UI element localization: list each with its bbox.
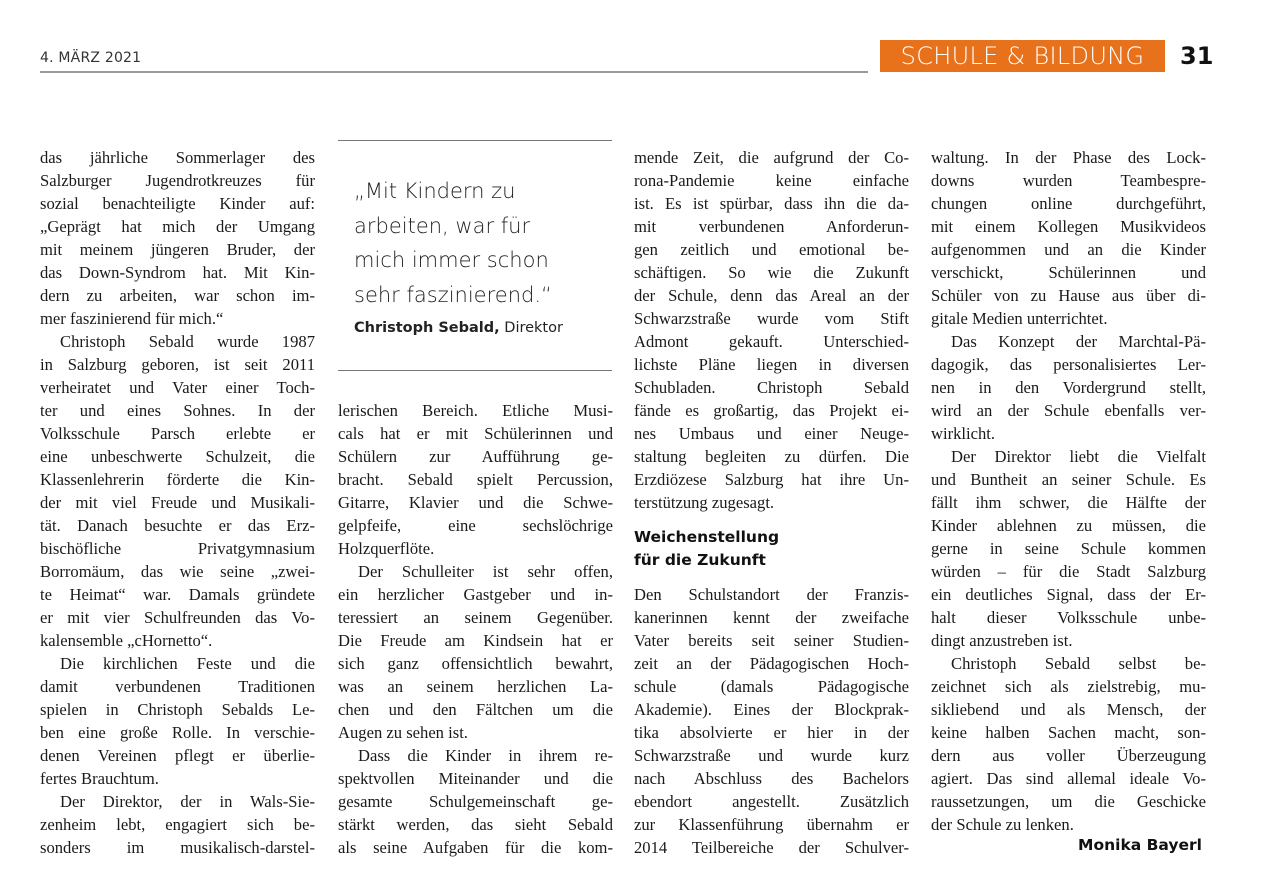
text-line: aufgenommen und an die Kinder (931, 240, 1206, 259)
text-line: Akademie). Eines der Blockprak- (634, 700, 909, 719)
text-line: tät. Danach besuchte er das Erz- (40, 516, 315, 535)
text-line: keine halben Sachen macht, son- (931, 723, 1206, 742)
quote-name: Christoph Sebald, (354, 320, 500, 336)
text-line: te Heimat“ war. Damals gründete (40, 585, 315, 604)
paragraph (634, 146, 909, 514)
text-line: Christoph Sebald selbst be- (951, 654, 1206, 673)
text-line: sich ganz offensichtlich bewahrt, (338, 654, 613, 673)
text-line: Gitarre, Klavier und die Schwe- (338, 493, 613, 512)
text-line: eine unbeschwerte Schulzeit, die (40, 447, 315, 466)
paragraph (931, 330, 1206, 445)
section-label: SCHULE & BILDUNG (880, 40, 1165, 72)
text-line: lichste Pläne liegen in diversen (634, 355, 909, 374)
text-line: Die kirchlichen Feste und die (60, 654, 315, 673)
subheading-line: für die Zukunft (634, 551, 766, 569)
paragraph (931, 445, 1206, 652)
text-line: terstützung zugesagt. (634, 493, 775, 512)
subheading (634, 526, 779, 572)
text-line: 2014 Teilbereiche der Schulver- (634, 838, 909, 857)
text-line: cals hat er mit Schülerinnen und (338, 424, 613, 443)
text-line: dern zu arbeiten, war schon im- (40, 286, 315, 305)
text-line: halt dieser Volksschule unbe- (931, 608, 1206, 627)
quote-role: Direktor (504, 320, 563, 336)
text-line: er mit vier Schulfreunden das Vo- (40, 608, 315, 627)
text-line: Augen zu sehen ist. (338, 723, 468, 742)
text-line: würden – für die Stadt Salzburg (931, 562, 1206, 581)
text-line: zeit an der Pädagogischen Hoch- (634, 654, 909, 673)
text-line: ebendort angestellt. Zusätzlich (634, 792, 909, 811)
text-line: tika absolvierte er hier in der (634, 723, 909, 742)
text-line: das Down-Syndrom hat. Mit Kin- (40, 263, 315, 282)
text-line: Das Konzept der Marchtal-Pä- (951, 332, 1206, 351)
text-line: mit einem Kollegen Musikvideos (931, 217, 1206, 236)
text-line: in Salzburg geboren, ist seit 2011 (40, 355, 315, 374)
text-line: kalensemble „cHornetto“. (40, 631, 213, 650)
text-line: spektvollen Miteinander und die (338, 769, 613, 788)
author-byline: Monika Bayerl (1078, 836, 1202, 854)
paragraph (40, 652, 315, 790)
text-line: teressiert an seinem Gegenüber. (338, 608, 613, 627)
text-line: Klassenlehrerin förderte die Kin- (40, 470, 315, 489)
text-line: chungen online durchgeführt, (931, 194, 1206, 213)
text-line: raussetzungen, um die Geschicke (931, 792, 1206, 811)
text-line: mer faszinierend für mich.“ (40, 309, 224, 328)
text-line: bischöfliche Privatgymnasium (40, 539, 315, 558)
text-line: damit verbundenen Traditionen (40, 677, 315, 696)
text-line: Schülern zur Aufführung ge- (338, 447, 613, 466)
text-line: Erzdiözese Salzburg hat ihre Un- (634, 470, 909, 489)
text-line: ein herzlicher Gastgeber und in- (338, 585, 613, 604)
text-line: was an seinem herzlichen La- (338, 677, 613, 696)
text-line: dingt anzustreben ist. (931, 631, 1073, 650)
paragraph (338, 399, 613, 560)
issue-date: 4. MÄRZ 2021 (40, 50, 142, 66)
text-line: nes Umbaus und einer Neuge- (634, 424, 909, 443)
text-line: der Schule zu lenken. (931, 815, 1074, 834)
text-line: ist. Es ist spürbar, dass ihn die da- (634, 194, 909, 213)
text-line: dagogik, das personalisiertes Ler- (931, 355, 1206, 374)
text-line: dern aus voller Überzeugung (931, 746, 1206, 765)
text-line: staltung begleiten zu dürfen. Die (634, 447, 909, 466)
paragraph (40, 790, 315, 859)
text-line: spielen in Christoph Sebalds Le- (40, 700, 315, 719)
text-line: das jährliche Sommerlager des (40, 148, 315, 167)
text-line: sonders im musikalisch-darstel- (40, 838, 315, 857)
pull-quote-line: arbeiten, war für (354, 213, 531, 238)
text-line: denen Vereinen pflegt er überlie- (40, 746, 315, 765)
text-line: sozial benachteiligte Kinder auf: (40, 194, 315, 213)
pull-quote-line: mich immer schon (354, 248, 549, 272)
text-line: sikliebend und als Mensch, der (931, 700, 1206, 719)
page-number: 31 (1180, 42, 1214, 70)
paragraph (931, 652, 1206, 836)
text-line: Borromäum, das wie seine „zwei- (40, 562, 315, 581)
text-line: fände es großartig, das Projekt ei- (634, 401, 909, 420)
quote-rule-bottom (338, 370, 612, 371)
text-line: zenheim lebt, engagiert sich be- (40, 815, 315, 834)
text-line: nen in den Vordergrund stellt, (931, 378, 1206, 397)
text-line: kanerinnen kennt der zweifache (634, 608, 909, 627)
text-line: wirklicht. (931, 424, 996, 443)
text-line: gen zeitlich und emotional be- (634, 240, 909, 259)
paragraph (338, 744, 613, 859)
article-column-4 (931, 146, 1206, 836)
quote-attribution (354, 320, 563, 336)
text-line: „Geprägt hat mich der Umgang (40, 217, 315, 236)
text-line: fällt ihm schwer, die Hälfte der (931, 493, 1206, 512)
text-line: Den Schulstandort der Franzis- (634, 585, 909, 604)
text-line: zeichnet sich als zielstrebig, mu- (931, 677, 1206, 696)
paragraph (40, 330, 315, 652)
text-line: stärkt werden, das sieht Sebald (338, 815, 613, 834)
text-line: bracht. Sebald spielt Percussion, (338, 470, 613, 489)
paragraph (338, 560, 613, 744)
article-column-2 (338, 399, 613, 859)
text-line: Christoph Sebald wurde 1987 (60, 332, 315, 351)
text-line: verschickt, Schülerinnen und (931, 263, 1206, 282)
text-line: lerischen Bereich. Etliche Musi- (338, 401, 613, 420)
paragraph (931, 146, 1206, 330)
pull-quote-line: sehr faszinierend.“ (354, 282, 552, 307)
text-line: Salzburger Jugendrotkreuzes für (40, 171, 315, 190)
text-line: Holzquerflöte. (338, 539, 435, 558)
text-line: und Buntheit an seiner Schule. Es (931, 470, 1206, 489)
text-line: agiert. Das sind allemal ideale Vo- (931, 769, 1206, 788)
pull-quote (354, 174, 552, 312)
text-line: Der Direktor, der in Wals-Sie- (60, 792, 315, 811)
text-line: fertes Brauchtum. (40, 769, 159, 788)
quote-rule-top (338, 140, 612, 141)
text-line: Die Freude am Kindsein hat er (338, 631, 613, 650)
text-line: mit meinem jüngeren Bruder, der (40, 240, 315, 259)
text-line: verheiratet und Vater einer Toch- (40, 378, 315, 397)
text-line: rona-Pandemie keine einfache (634, 171, 909, 190)
text-line: downs wurden Teambespre- (931, 171, 1206, 190)
text-line: schäftigen. So wie die Zukunft (634, 263, 909, 282)
text-line: mende Zeit, die aufgrund der Co- (634, 148, 909, 167)
text-line: Volksschule Parsch erlebte er (40, 424, 315, 443)
paragraph (634, 583, 909, 859)
text-line: schule (damals Pädagogische (634, 677, 909, 696)
text-line: gesamte Schulgemeinschaft ge- (338, 792, 613, 811)
text-line: Vater bereits seit seiner Studien- (634, 631, 909, 650)
pull-quote-line: „Mit Kindern zu (354, 179, 516, 203)
text-line: gitale Medien unterrichtet. (931, 309, 1108, 328)
text-line: Admont gekauft. Unterschied- (634, 332, 909, 351)
article-column-3-bottom (634, 583, 909, 859)
subheading-line: Weichenstellung (634, 528, 780, 546)
text-line: der mit viel Freude und Musikali- (40, 493, 315, 512)
header-rule (40, 71, 868, 73)
text-line: Schubladen. Christoph Sebald (634, 378, 909, 397)
text-line: mit verbundenen Anforderun- (634, 217, 909, 236)
text-line: Der Schulleiter ist sehr offen, (358, 562, 613, 581)
text-line: Schüler von zu Hause aus über di- (931, 286, 1206, 305)
text-line: Der Direktor liebt die Vielfalt (951, 447, 1206, 466)
text-line: Schwarzstraße wurde vom Stift (634, 309, 909, 328)
text-line: gelpfeife, eine sechslöchrige (338, 516, 613, 535)
text-line: wird an der Schule ebenfalls ver- (931, 401, 1206, 420)
text-line: ein deutliches Signal, dass der Er- (931, 585, 1206, 604)
text-line: Kinder ablehnen zu müssen, die (931, 516, 1206, 535)
text-line: chen und den Fältchen um die (338, 700, 613, 719)
text-line: gerne in seine Schule kommen (931, 539, 1206, 558)
article-column-3-top (634, 146, 909, 514)
text-line: waltung. In der Phase des Lock- (931, 148, 1206, 167)
text-line: Dass die Kinder in ihrem re- (358, 746, 613, 765)
paragraph (40, 146, 315, 330)
text-line: nach Abschluss des Bachelors (634, 769, 909, 788)
text-line: ter und eines Sohnes. In der (40, 401, 315, 420)
text-line: Schwarzstraße und wurde kurz (634, 746, 909, 765)
text-line: der Schule, denn das Areal an der (634, 286, 909, 305)
article-column-1 (40, 146, 315, 859)
text-line: ben eine große Rolle. In verschie- (40, 723, 315, 742)
text-line: zur Klassenführung übernahm er (634, 815, 909, 834)
text-line: als seine Aufgaben für die kom- (338, 838, 613, 857)
